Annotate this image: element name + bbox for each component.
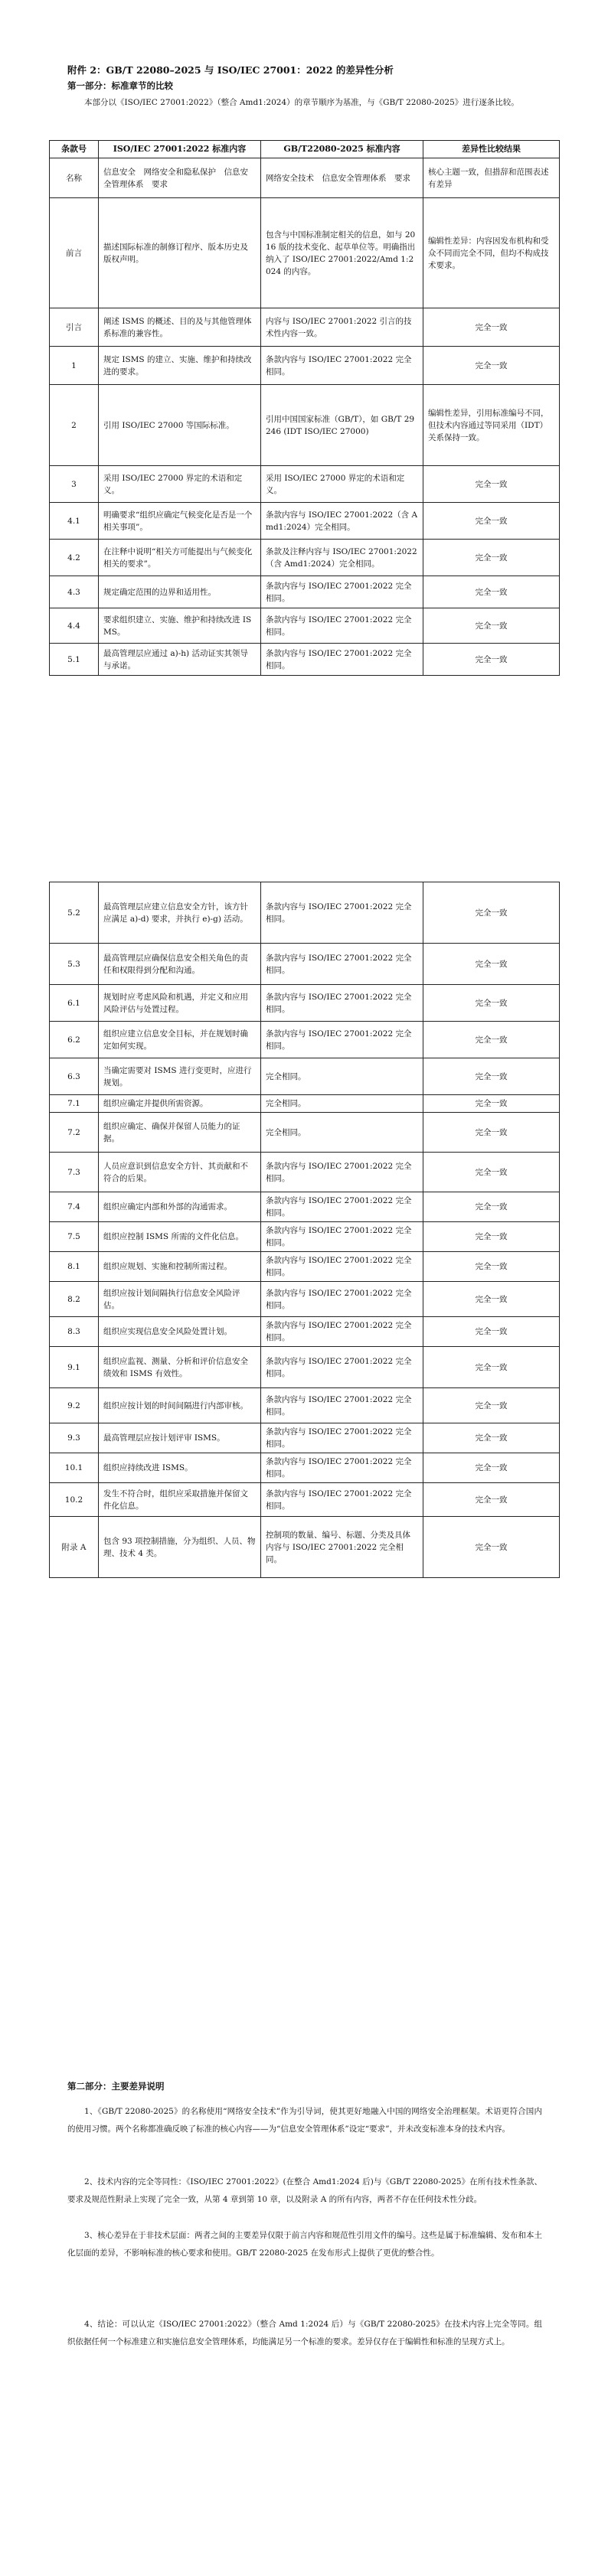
clause-cell: 9.3	[50, 1423, 99, 1453]
gbt-content-cell: 条款内容与 ISO/IEC 27001:2022 完全相同。	[261, 1222, 423, 1252]
clause-cell: 6.3	[50, 1058, 99, 1095]
gbt-content-cell: 条款内容与 ISO/IEC 27001:2022 完全相同。	[261, 882, 423, 944]
iso-content-cell: 规划时应考虑风险和机遇，并定义和应用风险评估与处置过程。	[99, 985, 261, 1022]
table-row	[50, 882, 560, 944]
table-row	[50, 1282, 560, 1317]
result-cell: 完全一致	[423, 1347, 560, 1388]
gbt-content-cell: 采用 ISO/IEC 27000 界定的术语和定义。	[261, 466, 423, 503]
clause-cell: 4.4	[50, 608, 99, 644]
difference-paragraph-2: 2、技术内容的完全等同性：《ISO/IEC 27001:2022》(在整合 Amd1:2024 后)与《GB/T 22080-2025》在所有技术性条款、要求及规范性附录上实现了完全一致，从第 4 章到第 10 章，以及附录 A 的所有内容，两者不存在任何技术性分歧。	[67, 2177, 542, 2204]
result-cell: 完全一致	[423, 308, 560, 347]
iso-content-cell: 发生不符合时，组织应采取措施并保留文件化信息。	[99, 1483, 261, 1517]
gbt-content-cell: 引用中国国家标准（GB/T），如 GB/T 29246 (IDT ISO/IEC 27000)	[261, 385, 423, 466]
iso-content-cell: 组织应规划、实施和控制所需过程。	[99, 1252, 261, 1282]
table-row	[50, 1252, 560, 1282]
difference-paragraph-1: 1、《GB/T 22080-2025》的名称使用“网络安全技术”作为引导词，使其更好地融入中国的网络安全治理框架。术语更符合国内的使用习惯。两个名称都准确反映了标准的核心内容——为“信息安全管理体系”设定“要求”，并未改变标准本身的技术内容。	[67, 2107, 542, 2134]
gbt-content-cell: 条款内容与 ISO/IEC 27001:2022 完全相同。	[261, 1317, 423, 1347]
result-cell: 完全一致	[423, 576, 560, 608]
gbt-content-cell: 条款内容与 ISO/IEC 27001:2022 完全相同。	[261, 1153, 423, 1192]
header-iso: ISO/IEC 27001:2022 标准内容	[99, 141, 261, 158]
table-row	[50, 1517, 560, 1578]
clause-cell: 4.2	[50, 540, 99, 576]
header-result: 差异性比较结果	[423, 141, 560, 158]
result-cell: 完全一致	[423, 882, 560, 944]
gbt-content-cell: 条款内容与 ISO/IEC 27001:2022 完全相同。	[261, 1252, 423, 1282]
gbt-content-cell: 条款内容与 ISO/IEC 27001:2022 完全相同。	[261, 1483, 423, 1517]
iso-content-cell: 最高管理层应确保信息安全相关角色的责任和权限得到分配和沟通。	[99, 944, 261, 985]
table-row	[50, 385, 560, 466]
table-row	[50, 944, 560, 985]
clause-cell: 10.1	[50, 1453, 99, 1483]
result-cell: 完全一致	[423, 540, 560, 576]
table-row	[50, 1153, 560, 1192]
iso-content-cell: 采用 ISO/IEC 27000 界定的术语和定义。	[99, 466, 261, 503]
clause-cell: 引言	[50, 308, 99, 347]
table-row	[50, 1317, 560, 1347]
table-row	[50, 1022, 560, 1058]
clause-cell: 名称	[50, 158, 99, 198]
result-cell: 完全一致	[423, 347, 560, 385]
gbt-content-cell: 条款内容与 ISO/IEC 27001:2022 完全相同。	[261, 644, 423, 676]
gbt-content-cell: 条款及注释内容与 ISO/IEC 27001:2022（含 Amd1:2024）完全相同。	[261, 540, 423, 576]
result-cell: 完全一致	[423, 1517, 560, 1578]
gbt-content-cell: 条款内容与 ISO/IEC 27001:2022（含 Amd1:2024）完全相同。	[261, 503, 423, 540]
result-cell: 完全一致	[423, 1483, 560, 1517]
iso-content-cell: 组织应按计划间隔执行信息安全风险评估。	[99, 1282, 261, 1317]
clause-cell: 2	[50, 385, 99, 466]
iso-content-cell: 组织应监视、测量、分析和评价信息安全绩效和 ISMS 有效性。	[99, 1347, 261, 1388]
table-row	[50, 308, 560, 347]
table-row	[50, 1453, 560, 1483]
table-row	[50, 466, 560, 503]
iso-content-cell: 包含 93 项控制措施，分为组织、人员、物理、技术 4 类。	[99, 1517, 261, 1578]
table-row	[50, 347, 560, 385]
result-cell: 完全一致	[423, 608, 560, 644]
table-row	[50, 1192, 560, 1222]
iso-content-cell: 最高管理层应通过 a)-h) 活动证实其领导与承诺。	[99, 644, 261, 676]
table-row	[50, 1347, 560, 1388]
gbt-content-cell: 条款内容与 ISO/IEC 27001:2022 完全相同。	[261, 608, 423, 644]
gbt-content-cell: 完全相同。	[261, 1113, 423, 1153]
table-row	[50, 1058, 560, 1095]
iso-content-cell: 信息安全 网络安全和隐私保护 信息安全管理体系 要求	[99, 158, 261, 198]
gbt-content-cell: 条款内容与 ISO/IEC 27001:2022 完全相同。	[261, 944, 423, 985]
result-cell: 完全一致	[423, 1113, 560, 1153]
gbt-content-cell: 条款内容与 ISO/IEC 27001:2022 完全相同。	[261, 1423, 423, 1453]
clause-cell: 10.2	[50, 1483, 99, 1517]
iso-content-cell: 规定确定范围的边界和适用性。	[99, 576, 261, 608]
gbt-content-cell: 条款内容与 ISO/IEC 27001:2022 完全相同。	[261, 1347, 423, 1388]
clause-cell: 5.1	[50, 644, 99, 676]
clause-cell: 8.2	[50, 1282, 99, 1317]
result-cell: 完全一致	[423, 644, 560, 676]
annex-title: 附件 2：GB/T 22080–2025 与 ISO/IEC 27001：2022 的差异性分析	[67, 64, 394, 76]
iso-content-cell: 组织应实现信息安全风险处置计划。	[99, 1317, 261, 1347]
iso-content-cell: 要求组织建立、实施、维护和持续改进 ISMS。	[99, 608, 261, 644]
intro-paragraph: 本部分以《ISO/IEC 27001:2022》（整合 Amd1:2024）的章节顺序为基准，与《GB/T 22080-2025》进行逐条比较。	[84, 98, 519, 107]
gbt-content-cell: 网络安全技术 信息安全管理体系 要求	[261, 158, 423, 198]
difference-paragraph-3: 3、核心差异在于非技术层面：两者之间的主要差异仅限于前言内容和规范性引用文件的编号。这些是属于标准编辑、发布和本土化层面的差异，不影响标准的核心要求和使用。GB/T 22080-2025 在发布形式上提供了更优的整合性。	[67, 2231, 542, 2258]
result-cell: 完全一致	[423, 1317, 560, 1347]
iso-content-cell: 组织应确定、确保并保留人员能力的证据。	[99, 1113, 261, 1153]
comparison-table-part1	[49, 140, 560, 676]
result-cell: 编辑性差异：内容因发布机构和受众不同而完全不同，但均不构成技术要求。	[423, 198, 560, 308]
clause-cell: 4.3	[50, 576, 99, 608]
iso-content-cell: 引用 ISO/IEC 27000 等国际标准。	[99, 385, 261, 466]
result-cell: 完全一致	[423, 1282, 560, 1317]
clause-cell: 6.2	[50, 1022, 99, 1058]
clause-cell: 7.3	[50, 1153, 99, 1192]
gbt-content-cell: 条款内容与 ISO/IEC 27001:2022 完全相同。	[261, 576, 423, 608]
result-cell: 完全一致	[423, 466, 560, 503]
table-body-part1	[50, 158, 560, 676]
gbt-content-cell: 完全相同。	[261, 1058, 423, 1095]
clause-cell: 7.4	[50, 1192, 99, 1222]
table-row	[50, 1423, 560, 1453]
table-row	[50, 1388, 560, 1423]
clause-cell: 7.2	[50, 1113, 99, 1153]
gbt-content-cell: 条款内容与 ISO/IEC 27001:2022 完全相同。	[261, 1388, 423, 1423]
gbt-content-cell: 条款内容与 ISO/IEC 27001:2022 完全相同。	[261, 1022, 423, 1058]
header-clause: 条款号	[50, 141, 99, 158]
result-cell: 完全一致	[423, 985, 560, 1022]
clause-cell: 3	[50, 466, 99, 503]
gbt-content-cell: 条款内容与 ISO/IEC 27001:2022 完全相同。	[261, 347, 423, 385]
iso-content-cell: 组织应持续改进 ISMS。	[99, 1453, 261, 1483]
table-row	[50, 198, 560, 308]
clause-cell: 附录 A	[50, 1517, 99, 1578]
table-row	[50, 503, 560, 540]
comparison-table-part2	[49, 882, 560, 1578]
table-row	[50, 1483, 560, 1517]
clause-cell: 6.1	[50, 985, 99, 1022]
table-row	[50, 576, 560, 608]
result-cell: 完全一致	[423, 503, 560, 540]
table-row	[50, 1113, 560, 1153]
iso-content-cell: 规定 ISMS 的建立、实施、维护和持续改进的要求。	[99, 347, 261, 385]
gbt-content-cell: 条款内容与 ISO/IEC 27001:2022 完全相同。	[261, 1192, 423, 1222]
clause-cell: 9.2	[50, 1388, 99, 1423]
clause-cell: 4.1	[50, 503, 99, 540]
gbt-content-cell: 包含与中国标准制定相关的信息，如与 2016 版的技术变化、起草单位等。明确指出纳入了 ISO/IEC 27001:2022/Amd 1:2024 的内容。	[261, 198, 423, 308]
clause-cell: 8.3	[50, 1317, 99, 1347]
result-cell: 完全一致	[423, 1058, 560, 1095]
result-cell: 完全一致	[423, 1453, 560, 1483]
result-cell: 完全一致	[423, 1153, 560, 1192]
iso-content-cell: 最高管理层应建立信息安全方针，该方针应满足 a)-d) 要求，并执行 e)-g) 活动。	[99, 882, 261, 944]
result-cell: 完全一致	[423, 1222, 560, 1252]
iso-content-cell: 描述国际标准的制修订程序、版本历史及版权声明。	[99, 198, 261, 308]
result-cell: 完全一致	[423, 1192, 560, 1222]
table-header-row	[50, 141, 560, 158]
gbt-content-cell: 内容与 ISO/IEC 27001:2022 引言的技术性内容一致。	[261, 308, 423, 347]
clause-cell: 5.2	[50, 882, 99, 944]
table-row	[50, 540, 560, 576]
result-cell: 完全一致	[423, 1095, 560, 1113]
clause-cell: 1	[50, 347, 99, 385]
gbt-content-cell: 条款内容与 ISO/IEC 27001:2022 完全相同。	[261, 1453, 423, 1483]
table-body-part2	[50, 882, 560, 1578]
gbt-content-cell: 控制项的数量、编号、标题、分类及具体内容与 ISO/IEC 27001:2022 完全相同。	[261, 1517, 423, 1578]
iso-content-cell: 明确要求“组织应确定气候变化是否是一个相关事项”。	[99, 503, 261, 540]
gbt-content-cell: 条款内容与 ISO/IEC 27001:2022 完全相同。	[261, 985, 423, 1022]
table-row	[50, 158, 560, 198]
gbt-content-cell: 条款内容与 ISO/IEC 27001:2022 完全相同。	[261, 1282, 423, 1317]
iso-content-cell: 组织应确定内部和外部的沟通需求。	[99, 1192, 261, 1222]
iso-content-cell: 组织应建立信息安全目标，并在规划时确定如何实现。	[99, 1022, 261, 1058]
iso-content-cell: 在注释中说明“相关方可能提出与气候变化相关的要求”。	[99, 540, 261, 576]
table-row	[50, 1222, 560, 1252]
clause-cell: 前言	[50, 198, 99, 308]
iso-content-cell: 当确定需要对 ISMS 进行变更时，应进行规划。	[99, 1058, 261, 1095]
result-cell: 完全一致	[423, 1022, 560, 1058]
clause-cell: 5.3	[50, 944, 99, 985]
part1-heading: 第一部分：标准章节的比较	[67, 80, 173, 91]
iso-content-cell: 组织应确定并提供所需资源。	[99, 1095, 261, 1113]
clause-cell: 7.1	[50, 1095, 99, 1113]
iso-content-cell: 人员应意识到信息安全方针、其贡献和不符合的后果。	[99, 1153, 261, 1192]
table-row	[50, 985, 560, 1022]
table-row	[50, 644, 560, 676]
iso-content-cell: 组织应按计划的时间间隔进行内部审核。	[99, 1388, 261, 1423]
difference-paragraph-4: 4、结论：可以认定《ISO/IEC 27001:2022》（整合 Amd 1:2024 后）与《GB/T 22080-2025》在技术内容上完全等同。组织依据任何一个标准建立和实施信息安全管理体系，均能满足另一个标准的要求。差异仅存在于编辑性和标准的呈现方式上。	[67, 2320, 542, 2346]
part2-heading: 第二部分：主要差异说明	[67, 2081, 165, 2092]
result-cell: 完全一致	[423, 944, 560, 985]
clause-cell: 7.5	[50, 1222, 99, 1252]
iso-content-cell: 阐述 ISMS 的概述、目的及与其他管理体系标准的兼容性。	[99, 308, 261, 347]
header-gbt: GB/T22080-2025 标准内容	[261, 141, 423, 158]
iso-content-cell: 组织应控制 ISMS 所需的文件化信息。	[99, 1222, 261, 1252]
table-row	[50, 608, 560, 644]
result-cell: 完全一致	[423, 1388, 560, 1423]
iso-content-cell: 最高管理层应按计划评审 ISMS。	[99, 1423, 261, 1453]
clause-cell: 9.1	[50, 1347, 99, 1388]
result-cell: 核心主题一致，但措辞和范围表述有差异	[423, 158, 560, 198]
result-cell: 编辑性差异，引用标准编号不同，但技术内容通过等同采用（IDT）关系保持一致。	[423, 385, 560, 466]
result-cell: 完全一致	[423, 1423, 560, 1453]
gbt-content-cell: 完全相同。	[261, 1095, 423, 1113]
clause-cell: 8.1	[50, 1252, 99, 1282]
result-cell: 完全一致	[423, 1252, 560, 1282]
table-row	[50, 1095, 560, 1113]
